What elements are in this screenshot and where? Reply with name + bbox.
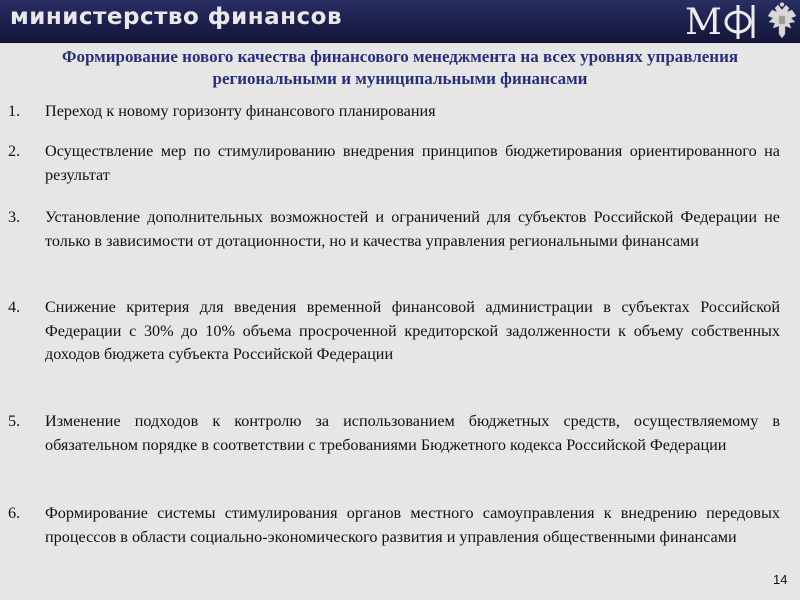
page-number: 14 [773, 572, 788, 587]
ministry-title: министерство финансов [10, 4, 343, 30]
slide-title: Формирование нового качества финансового менеджмента на всех уровнях управления региональными и муниципальными финансами [61, 47, 739, 88]
minfin-logo [683, 1, 765, 41]
list-item-text: Снижение критерия для введения временной финансовой администрации в субъектах Российской Федерации с 30% до 10% объема просроченной кредиторской задолженности к объему собственных доходов бюджета субъекта Российской Федерации [45, 298, 780, 363]
header-bar [0, 0, 800, 43]
double-headed-eagle-icon [767, 2, 797, 40]
list-item-number: 3. [8, 208, 21, 226]
list-item-number: 5. [8, 412, 21, 430]
list-item-number: 4. [8, 298, 21, 316]
minfin-logo-mark [683, 1, 765, 41]
svg-text:М: М [685, 2, 720, 41]
list-item-text: Переход к новому горизонту финансового планирования [45, 102, 436, 120]
list-item-text: Изменение подходов к контролю за использованием бюджетных средств, осуществляемому в обязательном порядке в соответствии с требованиями Бюджетного кодекса Российской Федерации [45, 412, 780, 454]
list-item-text: Установление дополнительных возможностей и ограничений для субъектов Российской Федерации не только в зависимости от дотационности, но и качества управления региональными финансами [45, 208, 780, 250]
list-item-number: 1. [8, 102, 21, 120]
list-item-text: Формирование системы стимулирования органов местного самоуправления к внедрению передовых процессов в области социально-экономического развития и управления общественными финансами [45, 504, 780, 546]
list-item-number: 2. [8, 142, 21, 160]
list-item-number: 6. [8, 504, 21, 522]
list-item-text: Осуществление мер по стимулированию внедрения принципов бюджетирования ориентированного на результат [45, 142, 780, 184]
